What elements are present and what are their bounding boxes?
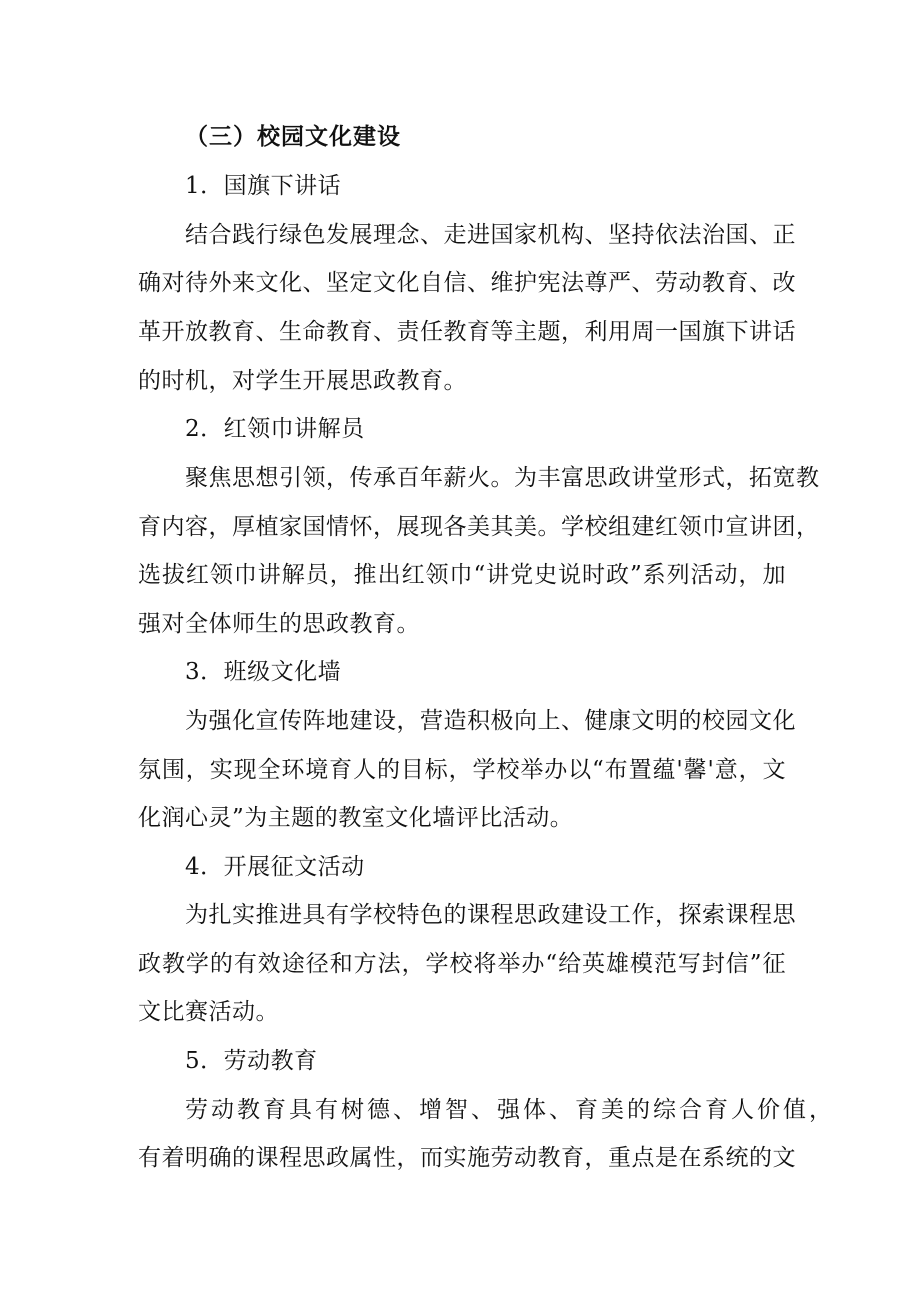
- item-title-4: 4．开展征文活动: [185, 854, 365, 880]
- paragraph-line: 为强化宣传阵地建设，营造积极向上、健康文明的校园文化: [185, 708, 796, 734]
- paragraph-line: 文比赛活动。: [138, 999, 279, 1025]
- item-title-3: 3．班级文化墙: [185, 659, 342, 685]
- item-title-2: 2．红领巾讲解员: [185, 416, 365, 442]
- paragraph-line: 氛围，实现全环境育人的目标，学校举办以“布置蕴'馨'意，文: [138, 757, 786, 783]
- paragraph-line: 强对全体师生的思政教育。: [138, 611, 420, 637]
- section-heading: （三）校园文化建设: [185, 123, 401, 150]
- paragraph-line: 政教学的有效途径和方法，学校将举办“给英雄模范写封信”征: [138, 951, 786, 977]
- paragraph-line: 结合践行绿色发展理念、走进国家机构、坚持依法治国、正: [185, 222, 796, 248]
- paragraph-line: 选拔红领巾讲解员，推出红领巾“讲党史说时政”系列活动，加: [138, 562, 786, 588]
- paragraph-line: 的时机，对学生开展思政教育。: [138, 368, 467, 394]
- item-title-1: 1．国旗下讲话: [185, 173, 342, 199]
- paragraph-line: 有着明确的课程思政属性，而实施劳动教育，重点是在系统的文: [138, 1145, 796, 1171]
- paragraph-line: 化润心灵”为主题的教室文化墙评比活动。: [138, 805, 574, 831]
- paragraph-line: 革开放教育、生命教育、责任教育等主题，利用周一国旗下讲话: [138, 319, 796, 345]
- paragraph-line: 劳动教育具有树德、增智、强体、育美的综合育人价值，: [185, 1097, 835, 1123]
- item-title-5: 5．劳动教育: [185, 1048, 318, 1074]
- paragraph-line: 为扎实推进具有学校特色的课程思政建设工作，探索课程思: [185, 902, 796, 928]
- paragraph-line: 聚焦思想引领，传承百年薪火。为丰富思政讲堂形式，拓宽教: [185, 465, 820, 491]
- paragraph-line: 育内容，厚植家国情怀，展现各美其美。学校组建红领巾宣讲团，: [138, 514, 820, 540]
- paragraph-line: 确对待外来文化、坚定文化自信、维护宪法尊严、劳动教育、改: [138, 270, 796, 296]
